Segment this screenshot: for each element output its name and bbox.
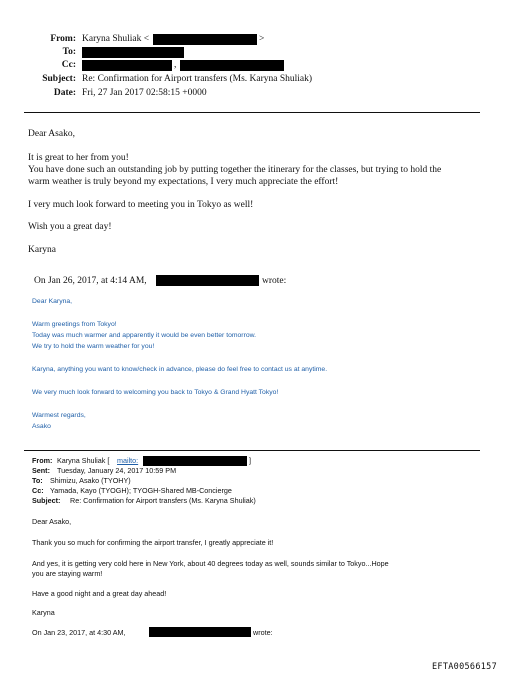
q2-to-label: To:	[32, 476, 43, 485]
date-value: Fri, 27 Jan 2017 02:58:15 +0000	[82, 88, 207, 98]
redaction-box	[149, 627, 251, 637]
q2-greeting: Dear Asako,	[32, 517, 72, 526]
body-line: It is great to her from you!	[28, 153, 129, 163]
to-label: To:	[62, 47, 76, 57]
q2-from-value: Karyna Shuliak [	[57, 456, 110, 465]
body-line: I very much look forward to meeting you in Tokyo as well!	[28, 200, 254, 210]
redaction-box	[82, 47, 184, 58]
q2-subject-label: Subject:	[32, 496, 61, 505]
body-line: warm weather is truly beyond my expectations, I very much appreciate the effort!	[28, 177, 339, 187]
redaction-box	[153, 34, 257, 45]
cc-label: Cc:	[61, 60, 76, 70]
quote-divider	[24, 450, 480, 451]
q2-line: Thank you so much for confirming the airport transfer, I greatly appreciate it!	[32, 538, 274, 547]
q2-cc-label: Cc:	[32, 486, 44, 495]
q2-signature: Karyna	[32, 608, 55, 617]
q2-intro-prefix: On Jan 23, 2017, at 4:30 AM,	[32, 628, 126, 637]
quote-closing: Warmest regards,	[32, 412, 86, 419]
q2-to-value: Shimizu, Asako (TYOHY)	[50, 476, 131, 485]
quote-line: We try to hold the warm weather for you!	[32, 343, 155, 350]
redaction-box	[156, 275, 259, 286]
quote-line: Karyna, anything you want to know/check in advance, please do feel free to contact us at anytime.	[32, 366, 328, 373]
q2-sent-label: Sent:	[32, 466, 50, 475]
quote-greeting: Dear Karyna,	[32, 298, 73, 305]
q2-line: And yes, it is getting very cold here in New York, about 40 degrees today as well, sounds similar to Tokyo...Hope	[32, 559, 389, 568]
q2-line: you are staying warm!	[32, 569, 103, 578]
header-divider	[24, 112, 480, 113]
quote-line: Today was much warmer and apparently it would be even better tomorrow.	[32, 332, 257, 339]
redaction-box	[180, 60, 284, 71]
q2-subject-value: Re: Confirmation for Airport transfers (Ms. Karyna Shuliak)	[70, 496, 256, 505]
subject-value: Re: Confirmation for Airport transfers (Ms. Karyna Shuliak)	[82, 74, 313, 84]
from-value: Karyna Shuliak <	[82, 34, 150, 44]
q2-line: Have a good night and a great day ahead!	[32, 589, 167, 598]
date-label: Date:	[53, 88, 76, 98]
quote-name: Asako	[32, 423, 51, 430]
q2-from-label: From:	[32, 456, 53, 465]
document-id: EFTA00566157	[432, 662, 498, 672]
subject-label: Subject:	[42, 74, 76, 84]
q2-sent-value: Tuesday, January 24, 2017 10:59 PM	[57, 466, 177, 475]
quote-intro-prefix: On Jan 26, 2017, at 4:14 AM,	[34, 276, 147, 286]
mailto-link[interactable]: mailto:	[117, 456, 139, 465]
quote-line: Warm greetings from Tokyo!	[32, 321, 117, 328]
redaction-box	[143, 456, 247, 466]
q2-cc-value: Yamada, Kayo (TYOGH); TYOGH-Shared MB-Concierge	[50, 486, 232, 495]
redaction-box	[82, 60, 172, 71]
quote-line: We very much look forward to welcoming you back to Tokyo & Grand Hyatt Tokyo!	[32, 389, 279, 396]
q2-from-close: ]	[249, 456, 251, 465]
q2-intro-suffix: wrote:	[253, 628, 273, 637]
from-close: >	[259, 34, 265, 44]
cc-separator: ,	[174, 60, 177, 70]
body-line: Wish you a great day!	[28, 222, 112, 232]
quote-intro-suffix: wrote:	[262, 276, 287, 286]
greeting: Dear Asako,	[28, 129, 75, 139]
body-line: You have done such an outstanding job by putting together the itinerary for the classes, but trying to hold the	[28, 165, 442, 175]
from-label: From:	[50, 34, 76, 44]
signature: Karyna	[28, 245, 56, 255]
